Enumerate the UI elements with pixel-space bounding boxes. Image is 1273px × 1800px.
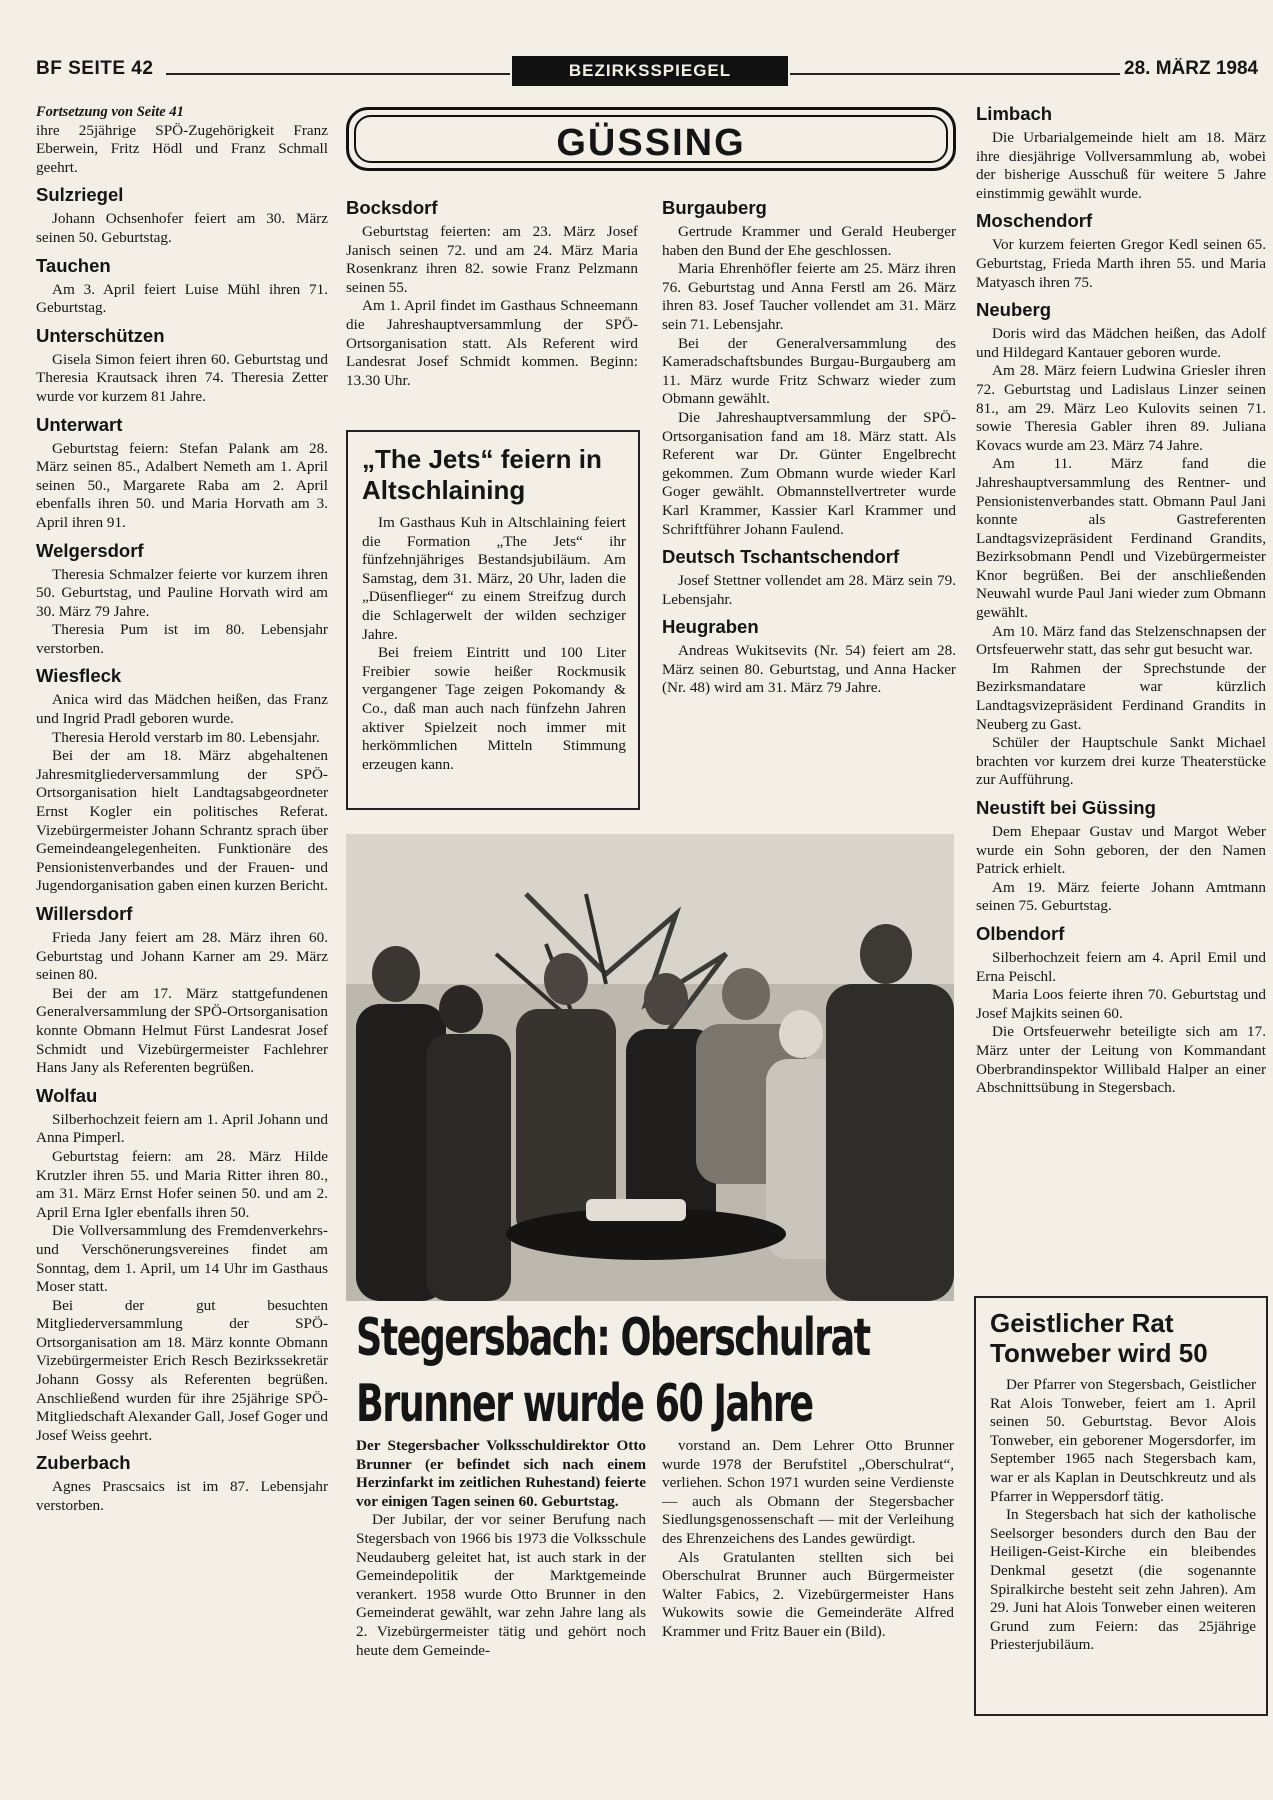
section-label: BEZIRKSSPIEGEL bbox=[568, 61, 732, 80]
article-paragraph: Als Gratulanten stellten sich bei Oberschulrat Brunner auch Bürgermeister Walter Fabics, 2. Vizebürgermeister Hans Wukowits sowie die Gemeinderäte Alfred Krammer und Fritz Bauer ein (Bild). bbox=[662, 1548, 954, 1640]
section-paragraph: Am 11. März fand die Jahreshauptversammlung des Rentner- und Pensionistenverbandes statt. Obmann Paul Jani konnte als Gastreferenten Landtagsvizepräsident Ferdinand Grandits, Bezirksobmann Pendl und Vizebürgermeister Knor begrüßen. Bei der anschließenden Neuwahl wurde Paul Jani wieder zum Obmann gewählt. bbox=[976, 455, 1266, 622]
section-heading: Unterwart bbox=[36, 413, 123, 435]
section-paragraph: Die Vollversammlung des Fremdenverkehrs- und Verschönerungsvereines findet am Sonntag, dem 1. April, um 14 Uhr im Gasthaus Moser statt. bbox=[36, 1222, 328, 1296]
region-banner bbox=[346, 107, 956, 171]
column-left bbox=[36, 103, 328, 1516]
article-paragraph: In Stegersbach hat sich der katholische Seelsorger besonders durch den Bau der Heiligen-Geist-Kirche ein bleibendes Denkmal gesetzt (die sogenannte Spiralkirche besteht seit zehn Jahren). Am 29. Juni hat Alois Tonweber einen weiteren Grund zum Feiern: das 25jährige Priesterjubiläum. bbox=[990, 1506, 1256, 1654]
jets-article bbox=[362, 444, 626, 774]
article-paragraph: vorstand an. Dem Lehrer Otto Brunner wurde 1978 der Berufstitel „Oberschulrat“, verliehen. Schon 1971 wurden seine Verdienste — auch als Obmann der Stegersbacher Siedlungsgenossenschaft — mit der Verleihung des Ehrenzeichens des Landes gewürdigt. bbox=[662, 1437, 954, 1547]
section-paragraph: Schüler der Hauptschule Sankt Michael brachten vor kurzem drei kurze Theaterstücke zur Aufführung. bbox=[976, 734, 1266, 789]
issue-date: 28. MÄRZ 1984 bbox=[1124, 58, 1259, 79]
section-paragraph: Josef Stettner vollendet am 28. März sein 79. Lebensjahr. bbox=[662, 572, 956, 608]
section-paragraph: Gisela Simon feiert ihren 60. Geburtstag und Theresia Krautsack ihren 74. Theresia Zetter wurde vor kurzem 81 Jahre. bbox=[36, 350, 328, 405]
section-paragraph: Die Urbarialgemeinde hielt am 18. März ihre diesjährige Vollversammlung ab, wobei der bisherige Ausschuß für weitere 5 Jahre einstimmig gewählt wurde. bbox=[976, 129, 1266, 202]
section-heading: Deutsch Tschantschendorf bbox=[662, 546, 900, 568]
section-heading: Wolfau bbox=[36, 1084, 98, 1106]
section-paragraph: Theresia Schmalzer feierte vor kurzem ihren 50. Geburtstag, und Pauline Horvath wird am 30. März 79 Jahre. bbox=[36, 565, 328, 620]
section-heading: Unterschützen bbox=[36, 324, 165, 346]
section-paragraph: Am 1. April findet im Gasthaus Schneemann die Jahreshauptversammlung der SPÖ-Ortsorganisation statt. Als Referent wird Landesrat Josef Schmidt kommen. Beginn: 13.30 Uhr. bbox=[346, 297, 638, 389]
stegersbach-headline bbox=[356, 1305, 957, 1437]
section-paragraph: Maria Ehrenhöfler feierte am 25. März ihren 76. Geburtstag und Anna Ferstl am 26. März ihren 83. Josef Taucher vollendet am 31. März sein 71. Lebensjahr. bbox=[662, 260, 956, 333]
article-paragraph: Der Jubilar, der vor seiner Berufung nach Stegersbach von 1966 bis 1973 die Volksschule Neudauberg geleitet hat, ist auch stark in der Gemeindepolitik der Marktgemeinde verankert. 1958 wurde Otto Brunner in den Gemeinderat gewählt, war zehn Jahre lang als 2. Vizebürgermeister tätig und gehört noch heute dem Gemeinde- bbox=[356, 1511, 646, 1659]
section-heading: Zuberbach bbox=[36, 1452, 131, 1474]
section-heading: Heugraben bbox=[662, 616, 759, 638]
section-heading: Tauchen bbox=[36, 254, 111, 276]
continuation-note: Fortsetzung von Seite 41 bbox=[36, 104, 184, 120]
section-paragraph: Frieda Jany feiert am 28. März ihren 60. Geburtstag und Johann Karner am 29. März seinen 80. bbox=[36, 929, 328, 984]
jets-body bbox=[362, 514, 626, 774]
section-paragraph: Silberhochzeit feiern am 4. April Emil und Erna Peischl. bbox=[976, 948, 1266, 985]
column-right bbox=[976, 103, 1266, 1098]
section-heading: Welgersdorf bbox=[36, 539, 144, 561]
section-heading: Limbach bbox=[976, 103, 1053, 124]
section-paragraph: Andreas Wukitsevits (Nr. 54) feiert am 28. März seinen 80. Geburtstag, und Anna Hacker (Nr. 48) wird am 31. März 79 Jahre. bbox=[662, 642, 956, 697]
column-center-left bbox=[346, 197, 638, 390]
section-paragraph: Bei der am 18. März abgehaltenen Jahresmitgliederversammlung der SPÖ-Ortsorganisation hielt Landtagsabgeordneter Ernst Kogler ein politisches Referat. Vizebürgermeister Johann Schrantz sprach über Gemeindeangelegenheiten. Funktionäre des Pensionistenverbandes und der Frauen- und Jugendorganisation gaben einen kurzen Bericht. bbox=[36, 747, 328, 895]
section-paragraph: Bei der gut besuchten Mitgliederversammlung der SPÖ-Ortsorganisation am 18. März konnte Obmann Vizebürgermeister Erich Resch Bezirkssekretär Johann Gossy als Referenten begrüßen. Anschließend wurden für ihre 25jährige SPÖ-Mitgliedschaft Alexander Gall, Josef Goger und Josef Weiss geehrt. bbox=[36, 1296, 328, 1444]
jets-headline: „The Jets“ feiern in Altschlaining bbox=[362, 444, 602, 505]
stegersbach-paragraphs-left bbox=[356, 1511, 646, 1660]
geistlich-article bbox=[990, 1308, 1256, 1655]
section-label-box bbox=[512, 56, 788, 86]
section-paragraph: Theresia Herold verstarb im 80. Lebensjahr. bbox=[52, 728, 320, 746]
section-heading: Moschendorf bbox=[976, 210, 1093, 232]
column-center-right-sections bbox=[662, 197, 956, 698]
section-paragraph: Am 10. März fand das Stelzenschnapsen der Ortsfeuerwehr statt, das sehr gut besucht war. bbox=[976, 622, 1266, 659]
section-heading: Bocksdorf bbox=[346, 197, 438, 218]
stegersbach-body-left bbox=[356, 1437, 646, 1660]
section-heading: Sulzriegel bbox=[36, 184, 124, 206]
section-paragraph: Maria Loos feierte ihren 70. Geburtstag und Josef Majkits seinen 60. bbox=[976, 986, 1266, 1022]
group-photo bbox=[346, 834, 954, 1301]
stegersbach-headline-line2: Brunner wurde 60 Jahre bbox=[356, 1374, 813, 1434]
section-paragraph: Vor kurzem feierten Gregor Kedl seinen 65. Geburtstag, Frieda Marth ihren 55. und Maria Matyasch ihren 75. bbox=[976, 236, 1266, 291]
section-heading: Neuberg bbox=[976, 299, 1052, 321]
section-heading: Neustift bei Güssing bbox=[976, 797, 1156, 818]
continuation-text: ihre 25jährige SPÖ-Zugehörigkeit Franz Eberwein, Fritz Hödl und Franz Schmall geehrt. bbox=[36, 121, 328, 176]
section-paragraph: Geburtstag feiern: am 28. März Hilde Krutzler ihren 55. und Maria Ritter ihren 80., am 31. März Ernst Hofer seinen 50. und am 2. April Erna Igler ebenfalls ihren 50. bbox=[36, 1147, 328, 1221]
article-paragraph: Im Gasthaus Kuh in Altschlaining feiert die Formation „The Jets“ ihr fünfzehnjähriges Bestandsjubiläum. Am Samstag, dem 31. März, 20 Uhr, laden die „Düsenflieger“ zu einem Streifzug durch die Schlagerwelt der wilden sechziger Jahre. bbox=[362, 514, 626, 643]
section-paragraph: Die Jahreshauptversammlung der SPÖ-Ortsorganisation fand am 18. März statt. Als Referent war Dr. Günter Engelbrecht gekommen. Zum Obmann wurde wieder Karl Goger gewählt. Obmannstellvertreter wurde Karl Krammer, Kassier Karl Krammer und Schriftführer Johann Faulend. bbox=[662, 408, 956, 538]
section-heading: Olbendorf bbox=[976, 922, 1065, 944]
column-right-sections bbox=[976, 103, 1266, 1098]
column-center-left-sections bbox=[346, 197, 638, 390]
section-paragraph: Im Rahmen der Sprechstunde der Bezirksmandatare war kürzlich Landtagsvizepräsident Ferdinand Grandits in Neuberg zu Gast. bbox=[976, 659, 1266, 733]
section-paragraph: Anica wird das Mädchen heißen, das Franz und Ingrid Pradl geboren wurde. bbox=[36, 691, 328, 728]
section-paragraph: Agnes Prascsaics ist im 87. Lebensjahr verstorben. bbox=[36, 1478, 328, 1515]
stegersbach-paragraphs-right bbox=[662, 1437, 954, 1642]
section-paragraph: Dem Ehepaar Gustav und Margot Weber wurde ein Sohn geboren, der den Namen Patrick erhielt. bbox=[976, 823, 1266, 878]
section-heading: Burgauberg bbox=[662, 197, 767, 218]
article-paragraph: Der Pfarrer von Stegersbach, Geistlicher Rat Alois Tonweber, feiert am 1. April seinen 50. Geburtstag. Bevor Alois Tonweber, ein geborener Mogersdorfer, im September 1965 nach Stegersbach kam, war er als Kaplan in Deutschkreutz und als Pfarrer in Weppersdorf tätig. bbox=[990, 1376, 1256, 1505]
geistlich-article-box bbox=[974, 1296, 1268, 1716]
stegersbach-body-right bbox=[662, 1437, 954, 1642]
stegersbach-lead: Der Stegersbacher Volksschuldirektor Otto Brunner (er befindet sich nach einem Herzinfarkt im zeitlichen Ruhestand) feierte vor einigen Tagen seinen 60. Geburtstag. bbox=[356, 1437, 646, 1510]
section-paragraph: Am 19. März feierte Johann Amtmann seinen 75. Geburtstag. bbox=[976, 878, 1266, 915]
section-paragraph: Bei der am 17. März stattgefundenen Generalversammlung der SPÖ-Ortsorganisation konnte Obmann Helmut Fürst Landesrat Josef Schmidt und Vizebürgermeister Fachlehrer Hans Jany als Referenten begrüßen. bbox=[36, 984, 328, 1077]
jets-article-box bbox=[346, 430, 640, 810]
region-banner-title: GÜSSING bbox=[556, 122, 746, 164]
section-paragraph: Am 3. April feiert Luise Mühl ihren 71. Geburtstag. bbox=[36, 280, 328, 317]
section-paragraph: Die Ortsfeuerwehr beteiligte sich am 17. März unter der Leitung von Kommandant Oberbrandinspektor Willibald Halper an einer Abschnittsübung in Stegersbach. bbox=[976, 1023, 1266, 1097]
section-paragraph: Doris wird das Mädchen heißen, das Adolf und Hildegard Kantauer geboren wurde. bbox=[976, 325, 1266, 361]
stegersbach-headline-line1: Stegersbach: Oberschulrat bbox=[356, 1308, 870, 1368]
header-rule-left bbox=[166, 73, 510, 75]
section-paragraph: Gertrude Krammer und Gerald Heuberger haben den Bund der Ehe geschlossen. bbox=[662, 223, 956, 259]
geistlich-headline: Geistlicher Rat Tonweber wird 50 bbox=[990, 1308, 1208, 1368]
section-paragraph: Geburtstag feierten: am 23. März Josef Janisch seinen 72. und am 24. März Maria Rosenkranz ihren 82. sowie Franz Pelzmann seinen 55. bbox=[346, 223, 638, 296]
section-heading: Willersdorf bbox=[36, 903, 133, 924]
section-heading: Wiesfleck bbox=[36, 665, 122, 687]
header-rule-right bbox=[790, 73, 1120, 75]
column-left-sections bbox=[36, 184, 328, 1515]
section-paragraph: Bei der Generalversammlung des Kameradschaftsbundes Burgau-Burgauberg am 11. März wurde Fritz Schwarz wieder zum Obmann gewählt. bbox=[662, 334, 956, 408]
section-paragraph: Am 28. März feiern Ludwina Griesler ihren 72. Geburtstag und Ladislaus Linzer seinen 81., am 29. März Leo Kulovits seinen 71. sowie Theresia Gabler ihren 89. Juliana Kovacs wurde am 23. März 74 Jahre. bbox=[976, 362, 1266, 454]
section-paragraph: Theresia Pum ist im 80. Lebensjahr verstorben. bbox=[36, 621, 328, 657]
section-paragraph: Geburtstag feiern: Stefan Palank am 28. März seinen 85., Adalbert Nemeth am 1. April seinen 50., Margarete Raba am 2. April ebenfalls ihren 50. und Maria Horvath am 3. April ihren 91. bbox=[36, 439, 328, 531]
page-number: BF SEITE 42 bbox=[36, 58, 154, 79]
article-paragraph: Bei freiem Eintritt und 100 Liter Freibier sowie heißer Rockmusik vergangener Tage zeigen Pokomandy & Co., daß man auch nach fünfzehn Jahren aktiver Spielzeit noch immer mit herkömmlichen Mitteln Stimmung erzeugen kann. bbox=[362, 644, 626, 773]
column-center-right bbox=[662, 197, 956, 698]
group-photo-illustration bbox=[346, 834, 954, 1301]
geistlich-body bbox=[990, 1376, 1256, 1655]
section-paragraph: Johann Ochsenhofer feiert am 30. März seinen 50. Geburtstag. bbox=[36, 210, 328, 246]
section-paragraph: Silberhochzeit feiern am 1. April Johann und Anna Pimperl. bbox=[36, 1110, 328, 1147]
